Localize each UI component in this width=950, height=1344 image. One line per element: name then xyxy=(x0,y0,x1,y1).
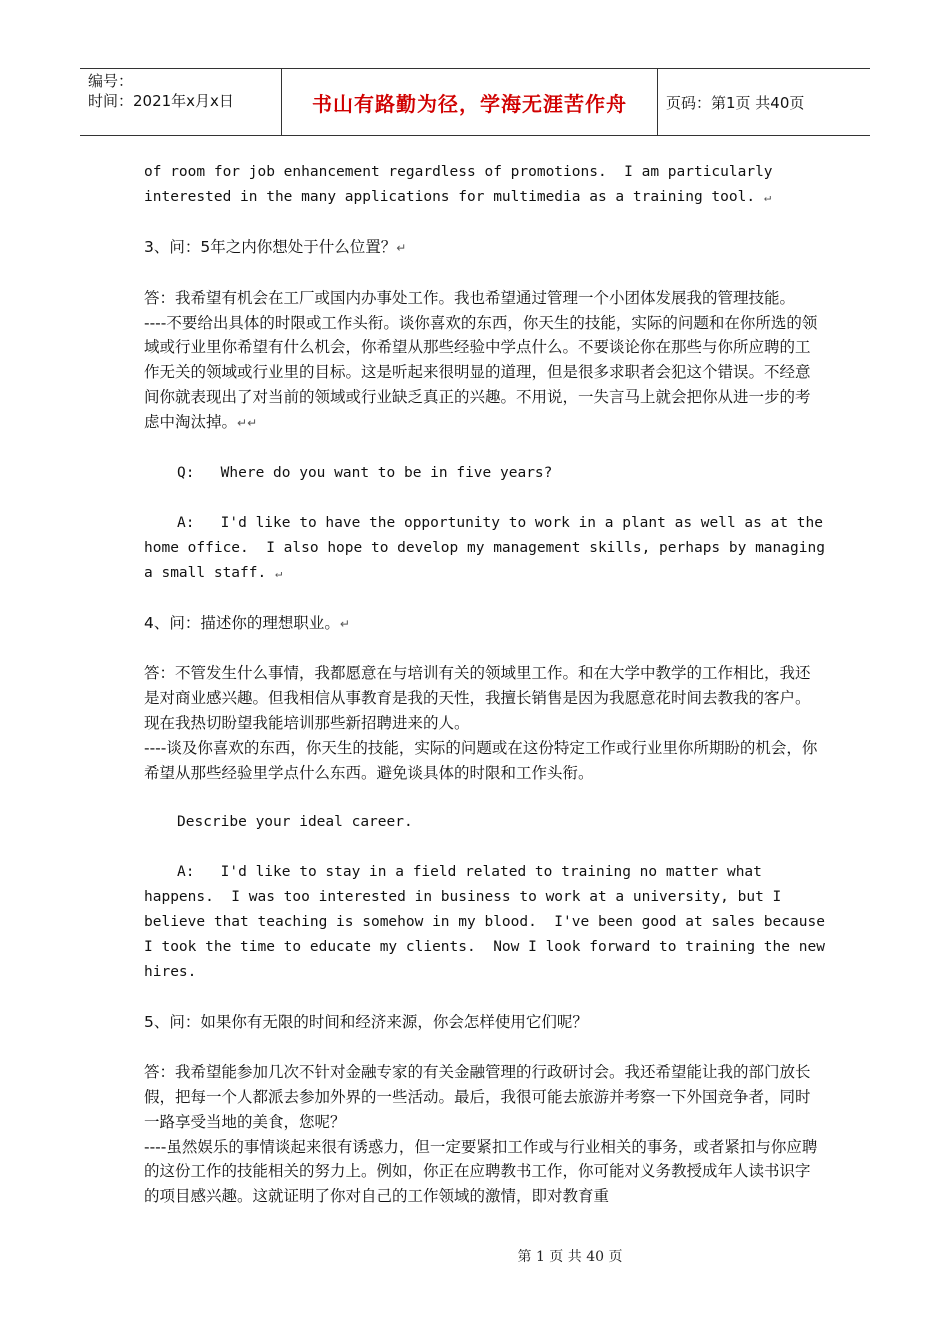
english-question-3: Q: Where do you want to be in five years? xyxy=(177,464,553,481)
answer-4: 答：不管发生什么事情，我都愿意在与培训有关的领域里工作。和在大学中教学的工作相比，我还是对商业感兴趣。但我相信从事教育是我的天性，我擅长销售是因为我愿意花时间去教我的客户。现在我热切盼望我能培训那些新招聘进来的人。 xyxy=(144,664,811,732)
english-answer-3-line: home office. I also hope to develop my management skills, perhaps by managing xyxy=(144,539,825,556)
english-answer-4-line: believe that teaching is somehow in my blood. I've been good at sales because xyxy=(144,914,825,931)
english-answer-3-line: A: I'd like to have the opportunity to work in a plant as well as at the xyxy=(177,514,824,531)
question-4: 4、问：描述你的理想职业。↵ xyxy=(144,613,350,632)
english-paragraph-line: of room for job enhancement regardless of promotions. I am particularly xyxy=(144,164,773,180)
english-answer-4-line: hires. xyxy=(144,964,197,981)
english-question-4: Describe your ideal career. xyxy=(177,814,413,831)
document-number-label: 编号： xyxy=(88,72,134,90)
document-body xyxy=(144,160,824,1209)
answer-3: 答：我希望有机会在工厂或国内办事处工作。我也希望通过管理一个小团体发展我的管理技能。 xyxy=(144,288,796,307)
header-page-label: 页码：第1页 共40页 xyxy=(666,93,805,112)
question-3: 3、问：5年之内你想处于什么位置？↵ xyxy=(144,238,407,256)
english-answer-4-line: I took the time to educate my clients. Now I look forward to training the new xyxy=(144,939,825,956)
english-answer-4-line: happens. I was too interested in business to work at a university, but I xyxy=(144,889,782,906)
document-time-label: 时间：2021年x月x日 xyxy=(88,92,234,110)
comment-4: ----谈及你喜欢的东西，你天生的技能，实际的问题或在这份特定工作或行业里你所期盼的机会，你希望从那些经验里学点什么东西。避免谈具体的时限和工作头衔。 xyxy=(144,738,818,782)
question-5: 5、问：如果你有无限的时间和经济来源，你会怎样使用它们呢？ xyxy=(144,1013,588,1032)
page-footer: 第 1 页 共 40 页 xyxy=(517,1249,623,1265)
header-motto: 书山有路勤为径，学海无涯苦作舟 xyxy=(282,69,658,135)
header-meta xyxy=(80,69,282,135)
english-answer-3-line: a small staff. ↵ xyxy=(144,564,283,581)
english-paragraph-line: interested in the many applications for multimedia as a training tool. ↵ xyxy=(144,189,772,205)
page-header xyxy=(80,68,870,136)
comment-5: ----虽然娱乐的事情谈起来很有诱惑力，但一定要紧扣工作或与行业相关的事务，或者紧扣与你应聘的这份工作的技能相关的努力上。例如，你正在应聘教书工作，你可能对义务教授成年人读书识字的项目感兴趣。这就证明了你对自己的工作领域的激情，即对教育重 xyxy=(144,1137,818,1206)
answer-5: 答：我希望能参加几次不针对金融专家的有关金融管理的行政研讨会。我还希望能让我的部门放长假，把每一个人都派去参加外界的一些活动。最后，我很可能去旅游并考察一下外国竞争者，同时一路享受当地的美食，您呢？ xyxy=(144,1063,811,1131)
english-answer-4-line: A: I'd like to stay in a field related to training no matter what xyxy=(177,864,762,881)
comment-3: ----不要给出具体的时限或工作头衔。谈你喜欢的东西，你天生的技能，实际的问题和在你所选的领域或行业里你希望有什么机会，你希望从那些经验中学点什么。不要谈论你在那些与你所应聘的工作无关的领域或行业里的目标。这是听起来很明显的道理，但是很多求职者会犯这个错误。不经意间你就表现出了对当前的领域或行业缺乏真正的兴趣。不用说，一失言马上就会把你从进一步的考虑中淘汰掉。↵↵ xyxy=(144,313,818,431)
